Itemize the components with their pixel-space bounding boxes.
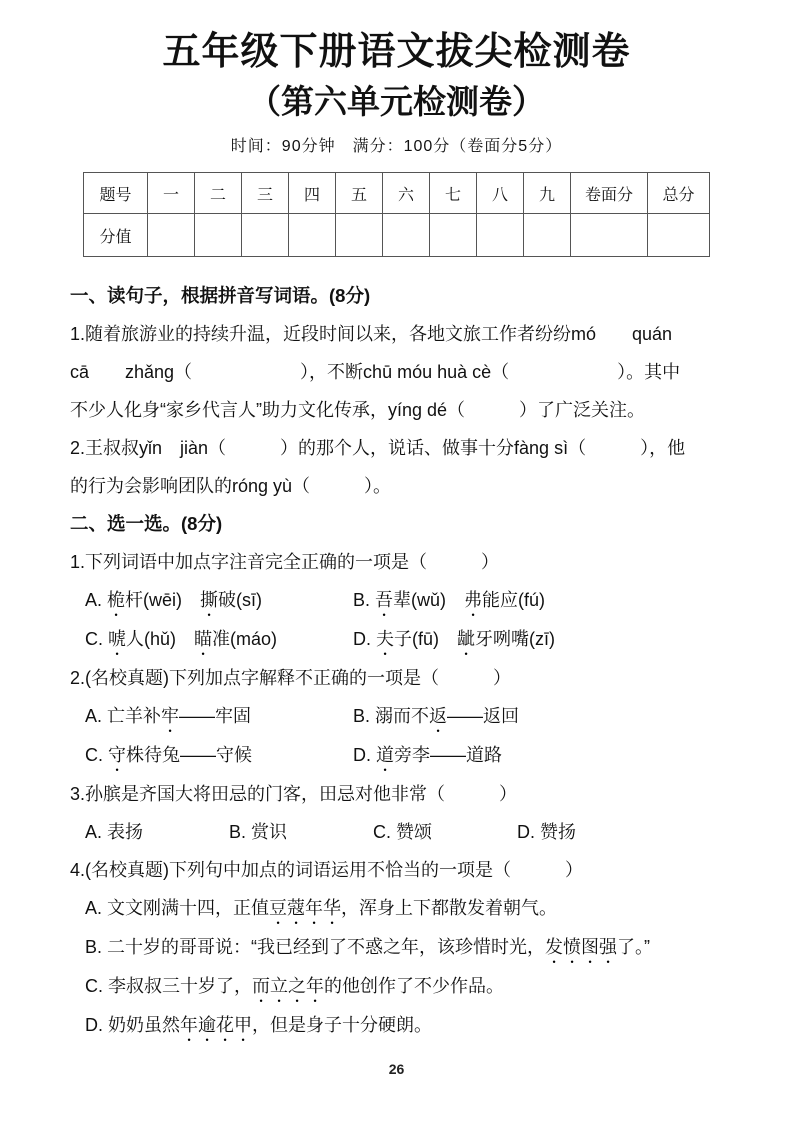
score-table-header-cell: 总分 xyxy=(648,173,710,214)
text-segment: C. xyxy=(85,629,109,650)
text-segment: ，但是身子十分硬朗。 xyxy=(252,1015,433,1036)
section-2-q3-stem xyxy=(70,775,723,813)
section-2-q4-option-d xyxy=(70,1006,723,1045)
score-table-header-cell: 三 xyxy=(242,173,289,214)
score-blank-cell xyxy=(195,214,242,257)
emphasized-text: 撕 xyxy=(200,590,219,611)
section-1-q2-line-2 xyxy=(70,467,723,505)
emphasized-text: 守 xyxy=(108,745,127,766)
score-table-header-cell: 一 xyxy=(148,173,195,214)
text-column xyxy=(85,976,504,996)
section-2-q3-options xyxy=(70,813,723,851)
paper-meta-info: 时间：90分钟 满分：100分（卷面分5分） xyxy=(230,138,563,156)
section-1-q1-line-3 xyxy=(70,391,723,429)
text-column xyxy=(70,362,680,382)
option-column xyxy=(353,736,502,775)
text-column xyxy=(70,784,517,804)
score-blank-cell xyxy=(477,214,524,257)
score-table-body xyxy=(84,173,710,257)
section-2-q1-stem xyxy=(70,543,723,581)
text-column xyxy=(85,937,650,957)
emphasized-text: 牢 xyxy=(161,706,180,727)
emphasized-text: 而立之年 xyxy=(252,976,325,997)
text-segment: B. 赏识 xyxy=(229,822,288,843)
text-segment: 子(fū) xyxy=(394,629,458,650)
text-segment: ，浑身上下都散发着朝气。 xyxy=(341,898,558,919)
section-2-q1-options-ab xyxy=(70,581,723,620)
score-table-header-cell: 六 xyxy=(383,173,430,214)
text-segment: D. 奶奶虽然 xyxy=(85,1015,181,1036)
emphasized-text: 豆蔻年华 xyxy=(269,898,342,919)
score-table-header-cell: 七 xyxy=(430,173,477,214)
emphasized-text: 道 xyxy=(376,745,395,766)
text-segment: 不少人化身“家乡代言人”助力文化传承，yíng dé（ ）了广泛关注。 xyxy=(70,400,646,421)
emphasized-text: 吾 xyxy=(375,590,394,611)
text-segment: 能应(fú) xyxy=(482,590,546,611)
text-segment: D. xyxy=(353,629,377,650)
text-segment: 准(máo) xyxy=(212,629,278,650)
text-column xyxy=(70,860,583,880)
option-column xyxy=(373,813,517,851)
score-table-header-cell: 题号 xyxy=(84,173,148,214)
text-segment: 2.王叔叔yǐn jiàn（ ）的那个人，说话、做事十分fàng sì（ ），他 xyxy=(70,438,686,459)
text-segment: C. 赞颂 xyxy=(373,822,433,843)
section-2-heading xyxy=(70,505,723,543)
text-segment: A. 表扬 xyxy=(85,822,144,843)
option-column xyxy=(85,581,353,620)
emphasized-text: 年逾花甲 xyxy=(180,1015,253,1036)
text-segment: D. xyxy=(353,745,377,766)
text-segment: C. 李叔叔三十岁了， xyxy=(85,976,253,997)
option-column xyxy=(85,736,353,775)
score-table xyxy=(83,172,710,257)
section-2-q4-option-a xyxy=(70,889,723,928)
score-blank-cell xyxy=(430,214,477,257)
score-row-label: 分值 xyxy=(84,214,148,257)
score-table-value-row xyxy=(84,214,710,257)
text-segment: 的他创作了不少作品。 xyxy=(324,976,505,997)
text-segment: 杆(wēi) xyxy=(125,590,201,611)
text-segment: 破(sī) xyxy=(218,590,263,611)
text-segment: A. 文文刚满十四，正值 xyxy=(85,898,270,919)
section-2-q1-options-cd xyxy=(70,620,723,659)
option-column xyxy=(85,620,353,659)
section-2-q2-stem xyxy=(70,659,723,697)
section-2-q4-option-c xyxy=(70,967,723,1006)
text-segment: 牙咧嘴(zī) xyxy=(475,629,556,650)
score-table-header-cell: 卷面分 xyxy=(571,173,648,214)
score-table-header-row xyxy=(84,173,710,214)
page-number: 26 xyxy=(388,1061,405,1077)
text-segment: 1.下列词语中加点字注音完全正确的一项是（ ） xyxy=(70,552,500,573)
emphasized-text: 夫 xyxy=(376,629,395,650)
text-column xyxy=(70,668,511,688)
score-table-header-cell: 四 xyxy=(289,173,336,214)
option-column xyxy=(353,581,545,620)
score-blank-cell xyxy=(571,214,648,257)
emphasized-text: 唬 xyxy=(108,629,127,650)
text-segment: 2.(名校真题)下列加点字解释不正确的一项是（ ） xyxy=(70,668,511,689)
text-segment: D. 赞扬 xyxy=(517,822,577,843)
option-column xyxy=(353,697,519,736)
text-segment: 4.(名校真题)下列句中加点的词语运用不恰当的一项是（ ） xyxy=(70,860,583,881)
text-column xyxy=(85,1015,432,1035)
text-segment: A. xyxy=(85,590,108,611)
option-column xyxy=(517,813,576,851)
text-segment: ——牢固 xyxy=(179,706,252,727)
text-column xyxy=(70,513,222,534)
section-2-q2-options-cd xyxy=(70,736,723,775)
emphasized-text: 弗 xyxy=(464,590,483,611)
score-blank-cell xyxy=(289,214,336,257)
score-blank-cell xyxy=(336,214,383,257)
section-1-q2-line-1 xyxy=(70,429,723,467)
option-column xyxy=(85,697,353,736)
emphasized-text: 龇 xyxy=(457,629,476,650)
text-segment: 1.随着旅游业的持续升温，近段时间以来，各地文旅工作者纷纷mó quán xyxy=(70,324,673,345)
emphasized-text: 瞄 xyxy=(194,629,213,650)
emphasized-text: 桅 xyxy=(107,590,126,611)
paper-subtitle: （第六单元检测卷） xyxy=(248,82,545,120)
section-1-q1-line-2 xyxy=(70,353,723,391)
text-column xyxy=(70,285,370,306)
text-column xyxy=(70,476,391,496)
text-column xyxy=(85,898,557,918)
score-blank-cell xyxy=(242,214,289,257)
text-column xyxy=(70,400,645,420)
score-blank-cell xyxy=(524,214,571,257)
score-blank-cell xyxy=(648,214,710,257)
section-1-heading xyxy=(70,277,723,315)
text-segment: B. 二十岁的哥哥说：“我已经到了不惑之年，该珍惜时光， xyxy=(85,937,545,958)
text-segment: 辈(wǔ) xyxy=(393,590,465,611)
option-column xyxy=(353,620,555,659)
option-column xyxy=(85,813,229,851)
score-table-header-cell: 九 xyxy=(524,173,571,214)
option-column xyxy=(229,813,373,851)
text-segment: 二、选一选。(8分) xyxy=(70,513,223,535)
text-column xyxy=(70,438,685,458)
text-segment: 株待兔——守候 xyxy=(126,745,253,766)
section-2-q4-stem xyxy=(70,851,723,889)
text-segment: 人(hǔ) xyxy=(126,629,195,650)
paper-title: 五年级下册语文拔尖检测卷 xyxy=(162,31,631,73)
text-segment: 一、读句子，根据拼音写词语。(8分) xyxy=(70,285,371,307)
text-segment: B. xyxy=(353,590,376,611)
text-segment: 了。” xyxy=(617,937,650,958)
score-table-header-cell: 二 xyxy=(195,173,242,214)
text-segment: cā zhǎng（ ），不断chū móu huà cè（ ）。其中 xyxy=(70,362,681,383)
score-table-header-cell: 八 xyxy=(477,173,524,214)
score-blank-cell xyxy=(383,214,430,257)
text-segment: ——返回 xyxy=(447,706,520,727)
score-blank-cell xyxy=(148,214,195,257)
paper-header xyxy=(0,0,793,156)
exam-body xyxy=(0,277,793,1045)
text-segment: C. xyxy=(85,745,109,766)
emphasized-text: 返 xyxy=(429,706,448,727)
section-2-q2-options-ab xyxy=(70,697,723,736)
text-column xyxy=(70,324,672,344)
text-column xyxy=(70,552,499,572)
section-1-q1-line-1 xyxy=(70,315,723,353)
text-segment: B. 溺而不 xyxy=(353,706,430,727)
text-segment: 旁李——道路 xyxy=(394,745,503,766)
emphasized-text: 发愤图强 xyxy=(545,937,617,958)
score-table-header-cell: 五 xyxy=(336,173,383,214)
text-segment: 3.孙膑是齐国大将田忌的门客，田忌对他非常（ ） xyxy=(70,784,518,805)
text-segment: A. 亡羊补 xyxy=(85,706,162,727)
text-segment: 的行为会影响团队的róng yù（ ）。 xyxy=(70,476,392,497)
section-2-q4-option-b xyxy=(70,928,723,967)
